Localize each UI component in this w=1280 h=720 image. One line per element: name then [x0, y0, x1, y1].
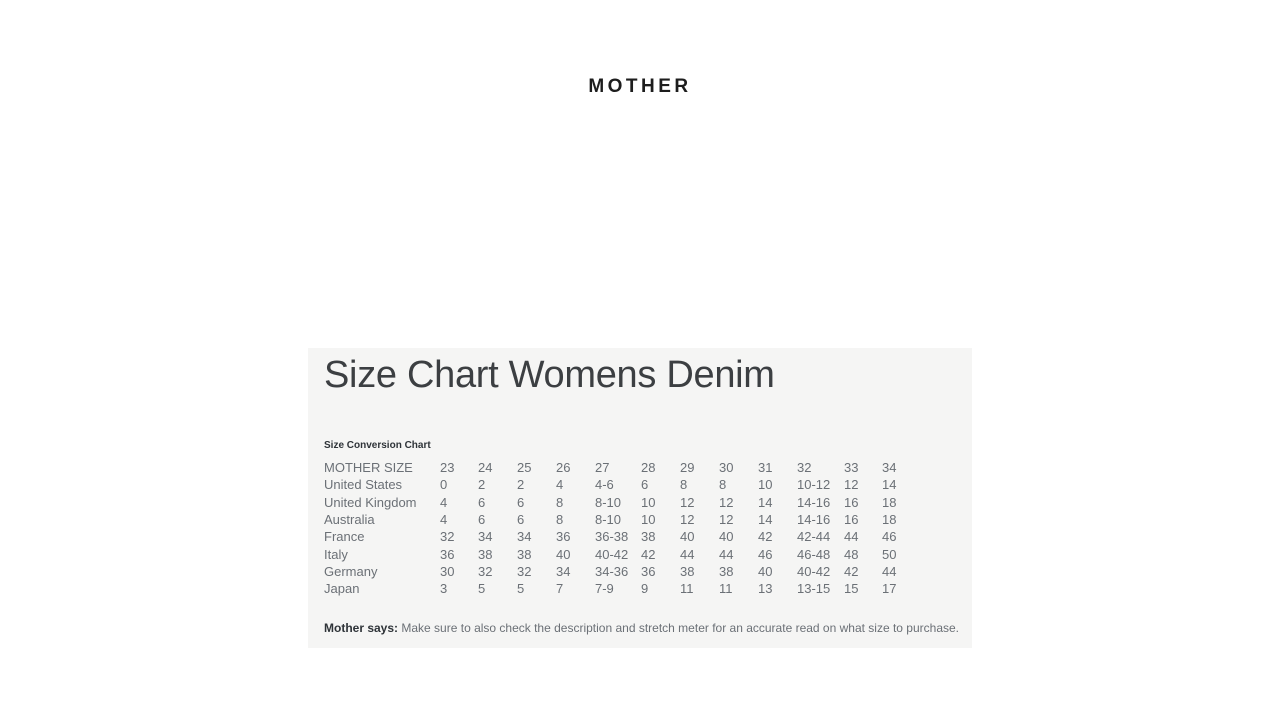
- table-cell: 40: [758, 563, 773, 579]
- table-header-cell: 26: [556, 460, 571, 476]
- table-cell: 6: [478, 512, 486, 528]
- table-cell: 46: [758, 546, 773, 562]
- table-cell: 6: [517, 512, 525, 528]
- table-cell: 42: [641, 546, 656, 562]
- table-header-cell: 27: [595, 460, 610, 476]
- table-cell: 15: [844, 581, 859, 597]
- table-header-cell: 25: [517, 460, 532, 476]
- table-cell: 8-10: [595, 494, 622, 510]
- mother-says-text: Make sure to also check the description and stretch meter for an accurate read on what size to purchase.: [401, 621, 959, 635]
- table-cell: 30: [440, 563, 455, 579]
- table-cell: 34-36: [595, 563, 629, 579]
- table-cell: 40: [719, 529, 734, 545]
- table-cell: 12: [844, 477, 859, 493]
- table-cell: 3: [440, 581, 448, 597]
- table-cell: 40-42: [595, 546, 629, 562]
- table-cell: 44: [719, 546, 734, 562]
- table-row-label: Germany: [324, 563, 378, 579]
- table-header-cell: 23: [440, 460, 455, 476]
- table-cell: 12: [680, 494, 695, 510]
- table-cell: 8-10: [595, 512, 622, 528]
- table-row: [324, 476, 922, 493]
- table-cell: 42-44: [797, 529, 831, 545]
- table-cell: 10: [758, 477, 773, 493]
- table-cell: 46-48: [797, 546, 831, 562]
- table-header-cell: 24: [478, 460, 493, 476]
- table-cell: 42: [844, 563, 859, 579]
- table-cell: 14: [882, 477, 897, 493]
- table-cell: 38: [517, 546, 532, 562]
- table-cell: 10: [641, 512, 656, 528]
- table-cell: 14-16: [797, 512, 831, 528]
- table-cell: 36: [641, 563, 656, 579]
- table-cell: 4: [556, 477, 564, 493]
- table-cell: 2: [478, 477, 486, 493]
- table-cell: 9: [641, 581, 649, 597]
- table-row: [324, 580, 922, 597]
- table-cell: 38: [641, 529, 656, 545]
- table-cell: 4: [440, 512, 448, 528]
- table-cell: 34: [478, 529, 493, 545]
- table-cell: 38: [680, 563, 695, 579]
- table-header-cell: 33: [844, 460, 859, 476]
- table-cell: 16: [844, 494, 859, 510]
- table-cell: 14: [758, 494, 773, 510]
- table-cell: 17: [882, 581, 897, 597]
- table-header-cell: 29: [680, 460, 695, 476]
- table-cell: 18: [882, 512, 897, 528]
- table-cell: 5: [478, 581, 486, 597]
- table-cell: 32: [478, 563, 493, 579]
- table-cell: 8: [556, 494, 564, 510]
- table-cell: 16: [844, 512, 859, 528]
- table-row-label: France: [324, 529, 365, 545]
- table-cell: 12: [719, 494, 734, 510]
- table-row: [324, 528, 922, 545]
- table-cell: 5: [517, 581, 525, 597]
- table-cell: 4-6: [595, 477, 614, 493]
- table-row-label: United Kingdom: [324, 494, 417, 510]
- table-cell: 44: [844, 529, 859, 545]
- table-header-cell: 34: [882, 460, 897, 476]
- size-conversion-chart-label: Size Conversion Chart: [324, 440, 431, 451]
- table-cell: 13-15: [797, 581, 831, 597]
- table-cell: 8: [680, 477, 688, 493]
- table-cell: 12: [680, 512, 695, 528]
- table-header-cell: 31: [758, 460, 773, 476]
- table-row-label: United States: [324, 477, 403, 493]
- table-cell: 40-42: [797, 563, 831, 579]
- table-header-cell: 32: [797, 460, 812, 476]
- table-cell: 44: [680, 546, 695, 562]
- table-cell: 34: [556, 563, 571, 579]
- table-cell: 38: [478, 546, 493, 562]
- table-cell: 13: [758, 581, 773, 597]
- table-cell: 40: [556, 546, 571, 562]
- table-cell: 46: [882, 529, 897, 545]
- table-cell: 50: [882, 546, 897, 562]
- brand-logo[interactable]: MOTHER: [588, 76, 692, 97]
- table-cell: 34: [517, 529, 532, 545]
- table-cell: 14-16: [797, 494, 831, 510]
- page-title: Size Chart Womens Denim: [324, 354, 775, 396]
- table-row: [324, 511, 922, 528]
- table-cell: 36: [556, 529, 571, 545]
- table-cell: 6: [517, 494, 525, 510]
- table-cell: 4: [440, 494, 448, 510]
- table-cell: 2: [517, 477, 525, 493]
- table-cell: 44: [882, 563, 897, 579]
- table-cell: 12: [719, 512, 734, 528]
- table-header-label: MOTHER SIZE: [324, 460, 413, 476]
- table-cell: 8: [719, 477, 727, 493]
- table-row: [324, 563, 922, 580]
- table-cell: 11: [680, 581, 694, 597]
- table-cell: 36: [440, 546, 455, 562]
- table-row: [324, 545, 922, 562]
- table-cell: 11: [719, 581, 733, 597]
- table-cell: 6: [641, 477, 649, 493]
- table-row-label: Japan: [324, 581, 360, 597]
- table-cell: 7-9: [595, 581, 614, 597]
- table-header-cell: 30: [719, 460, 734, 476]
- table-cell: 18: [882, 494, 897, 510]
- size-conversion-table: [324, 459, 922, 597]
- table-cell: 32: [440, 529, 455, 545]
- size-chart-panel: [308, 348, 972, 648]
- table-cell: 36-38: [595, 529, 629, 545]
- table-cell: 10-12: [797, 477, 831, 493]
- table-cell: 14: [758, 512, 773, 528]
- table-cell: 0: [440, 477, 448, 493]
- table-cell: 7: [556, 581, 564, 597]
- table-cell: 32: [517, 563, 532, 579]
- table-row-label: Italy: [324, 546, 348, 562]
- mother-says-label: Mother says:: [324, 621, 399, 635]
- table-header-cell: 28: [641, 460, 656, 476]
- table-cell: 40: [680, 529, 695, 545]
- table-row: [324, 494, 922, 511]
- table-cell: 42: [758, 529, 773, 545]
- mother-says-note: [324, 621, 959, 635]
- table-cell: 48: [844, 546, 859, 562]
- table-header-row: [324, 459, 922, 476]
- table-row-label: Australia: [324, 512, 375, 528]
- table-cell: 10: [641, 494, 656, 510]
- table-cell: 38: [719, 563, 734, 579]
- table-cell: 6: [478, 494, 486, 510]
- table-cell: 8: [556, 512, 564, 528]
